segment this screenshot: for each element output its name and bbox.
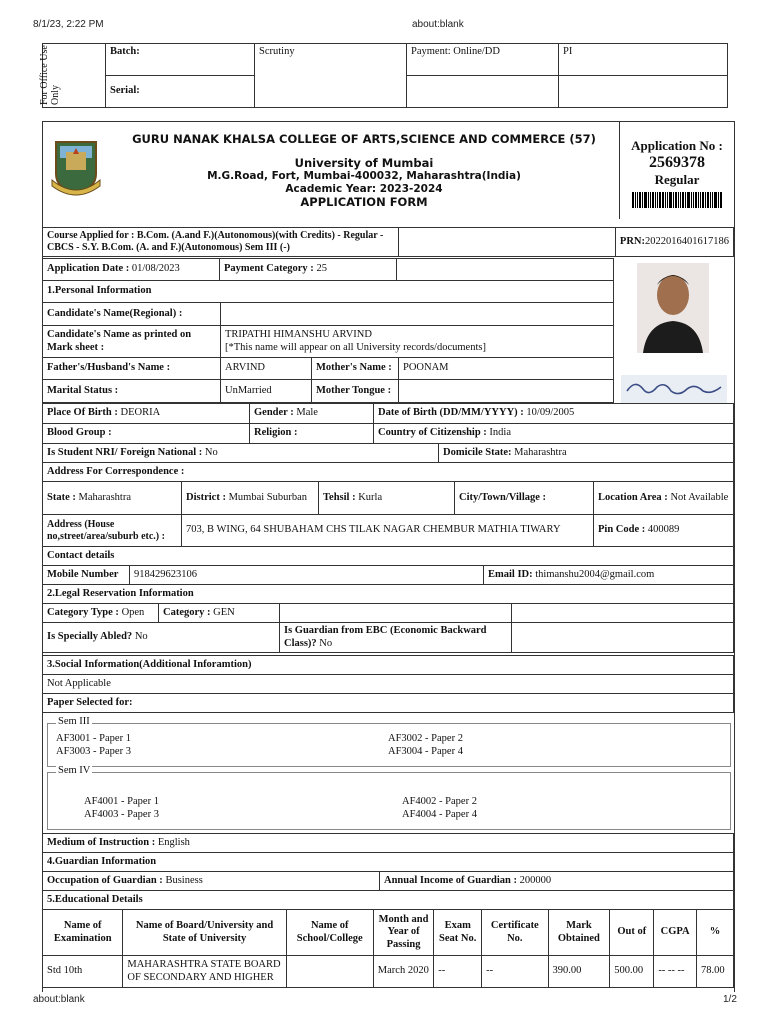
address-label: Address (House no,street/area/suburb etc.) :: [43, 515, 182, 547]
medium-table: [42, 833, 734, 910]
legal-table: [42, 603, 734, 653]
address-value: 703, B WING, 64 SHUBAHAM CHS TILAK NAGAR CHEMBUR MATHIA TIWARY: [182, 515, 594, 547]
ebc-value: No: [319, 637, 333, 649]
education-header-cell: %: [697, 910, 734, 956]
barcode-bar: [648, 192, 649, 208]
university-address: M.G.Road, Fort, Mumbai-400032, Maharashtra(India): [207, 170, 521, 182]
email-label: Email ID:: [488, 568, 533, 580]
gender-value: Male: [296, 407, 318, 419]
contact-section-title: Contact details: [43, 547, 734, 566]
barcode-bar: [678, 192, 679, 208]
barcode-bar: [720, 192, 722, 208]
pin-value: 400089: [647, 524, 680, 536]
barcode-bar: [685, 192, 686, 208]
tehsil-label: Tehsil :: [323, 491, 356, 503]
payment-category-label: Payment Category :: [224, 263, 314, 275]
abled-label: Is Specially Abled?: [47, 631, 133, 643]
education-cell: --: [482, 956, 548, 988]
barcode-bar: [667, 192, 668, 208]
city-label: City/Town/Village :: [455, 482, 594, 515]
sem4-paper-1: AF4001 - Paper 1: [84, 796, 159, 807]
state-value: Maharashtra: [78, 491, 131, 503]
dob-cell: [374, 404, 734, 424]
nri-table: [42, 443, 734, 482]
barcode-bar: [662, 192, 664, 208]
ebc-label: Is Guardian from EBC (Economic Backward Class)?: [284, 625, 487, 649]
sem3-paper-1: AF3001 - Paper 1: [56, 733, 131, 744]
district-cell: [182, 482, 319, 515]
barcode-bar: [710, 192, 711, 208]
barcode-bar: [659, 192, 661, 208]
domicile-value: Maharashtra: [514, 446, 567, 458]
education-header-cell: Month and Year of Passing: [373, 910, 433, 956]
district-value: Mumbai Suburban: [228, 491, 308, 503]
income-value: 200000: [519, 874, 552, 886]
medium-value: English: [157, 836, 190, 848]
education-header-cell: Name of Board/University and State of University: [123, 910, 286, 956]
legal-empty-1: [280, 604, 512, 623]
prn-cell: [615, 228, 733, 257]
state-label: State :: [47, 491, 76, 503]
course-label: Course Applied for :: [47, 230, 135, 241]
sem3-fieldset: [47, 716, 731, 767]
application-date-empty: [397, 259, 614, 281]
education-cell: --: [434, 956, 482, 988]
mobile-value: 918429623106: [130, 566, 484, 585]
district-label: District :: [186, 491, 226, 503]
category-cell: [159, 604, 280, 623]
payment-category-cell: [220, 259, 397, 281]
social-section-title: 3.Social Information(Additional Inforamtion): [43, 656, 734, 675]
domicile-label: Domicile State:: [443, 446, 512, 458]
barcode-bar: [669, 192, 672, 208]
name-marksheet-value: TRIPATHI HIMANSHU ARVIND: [225, 328, 372, 340]
office-use-label-only: Only: [50, 85, 61, 105]
ebc-cell: [280, 623, 512, 653]
sem3-paper-4: AF3004 - Paper 4: [388, 746, 463, 757]
dob-label: Date of Birth (DD/MM/YYYY) :: [378, 407, 524, 419]
citizenship-label: Country of Citizenship :: [378, 427, 487, 439]
application-no-box: [619, 121, 734, 219]
candidate-signature: [621, 375, 727, 403]
course-table: [42, 227, 734, 257]
education-header-row: [43, 910, 734, 956]
barcode-bar: [718, 192, 719, 208]
education-header-cell: Name of School/College: [286, 910, 373, 956]
education-header-cell: Name of Examination: [43, 910, 123, 956]
category-value: GEN: [213, 606, 235, 618]
education-cell: 390.00: [548, 956, 610, 988]
pin-label: Pin Code :: [598, 524, 646, 536]
barcode-bar: [680, 192, 681, 208]
barcode-bar: [642, 192, 643, 208]
education-header-cell: Certificate No.: [482, 910, 548, 956]
barcode-bar: [673, 192, 674, 208]
social-table: [42, 655, 734, 713]
sem4-paper-3: AF4003 - Paper 3: [84, 809, 159, 820]
table-row: [43, 956, 734, 988]
education-cell: MAHARASHTRA STATE BOARD OF SECONDARY AND HIGHER: [123, 956, 286, 988]
birthplace-cell: [43, 404, 250, 424]
nri-label: Is Student NRI/ Foreign National :: [47, 446, 203, 458]
citizenship-value: India: [489, 427, 511, 439]
candidate-photo: [637, 263, 709, 353]
category-type-label: Category Type :: [47, 606, 119, 618]
education-table: [42, 909, 734, 988]
education-header-cell: Exam Seat No.: [434, 910, 482, 956]
barcode-bar: [635, 192, 636, 208]
payment-empty-cell: [407, 76, 559, 108]
application-date: 01/08/2023: [131, 263, 180, 275]
abled-cell: [43, 623, 280, 653]
sem3-paper-2: AF3002 - Paper 2: [388, 733, 463, 744]
name-regional-value: [221, 303, 614, 326]
category-type-value: Open: [121, 606, 145, 618]
location-table: [42, 481, 734, 547]
education-section-title: 5.Educational Details: [43, 891, 734, 910]
contact-table: [42, 546, 734, 604]
sem3-legend: Sem III: [58, 716, 90, 727]
application-type: Regular: [654, 172, 700, 187]
barcode-bar: [687, 192, 690, 208]
print-datetime: 8/1/23, 2:22 PM: [33, 19, 104, 30]
sem3-paper-3: AF3003 - Paper 3: [56, 746, 131, 757]
domicile-cell: [439, 444, 734, 463]
barcode-bar: [637, 192, 638, 208]
application-date-cell: [43, 259, 220, 281]
gender-cell: [250, 404, 374, 424]
office-use-table: [39, 43, 728, 108]
education-cell: Std 10th: [43, 956, 123, 988]
guardian-section-title: 4.Guardian Information: [43, 853, 734, 872]
income-cell: [380, 872, 734, 891]
barcode-bar: [702, 192, 704, 208]
barcode-bar: [655, 192, 656, 208]
barcode-bar: [665, 192, 666, 208]
category-label: Category :: [163, 606, 211, 618]
medium-cell: [43, 834, 734, 853]
barcode-bar: [700, 192, 701, 208]
income-label: Annual Income of Guardian :: [384, 874, 518, 886]
blood-group-label: Blood Group :: [43, 424, 250, 444]
barcode-bar: [712, 192, 713, 208]
social-value: Not Applicable: [43, 675, 734, 694]
education-header-cell: Mark Obtained: [548, 910, 610, 956]
course-cell: [43, 228, 399, 257]
print-page-number: 1/2: [723, 994, 737, 1005]
form-title: APPLICATION FORM: [300, 195, 428, 209]
barcode-bar: [632, 192, 634, 208]
birthplace-label: Place Of Birth :: [47, 407, 118, 419]
education-header-cell: Out of: [610, 910, 654, 956]
barcode-bar: [650, 192, 651, 208]
education-cell: 78.00: [697, 956, 734, 988]
religion-label: Religion :: [250, 424, 374, 444]
barcode-bar: [639, 192, 641, 208]
course-empty-cell: [398, 228, 615, 257]
gender-label: Gender :: [254, 407, 294, 419]
prn-label: PRN:: [619, 235, 645, 247]
payment-mode-label: Payment: Online/DD: [407, 44, 559, 76]
nri-cell: [43, 444, 439, 463]
college-name: GURU NANAK KHALSA COLLEGE OF ARTS,SCIENCE AND COMMERCE (57): [132, 132, 596, 146]
birthplace-value: DEORIA: [120, 407, 161, 419]
barcode-bar: [657, 192, 658, 208]
personal-section-title: 1.Personal Information: [43, 281, 614, 303]
barcode-bar: [714, 192, 717, 208]
education-cell: [286, 956, 373, 988]
papers-section-title: Paper Selected for:: [43, 694, 734, 713]
marital-status-value: UnMarried: [221, 380, 312, 403]
name-regional-label: Candidate's Name(Regional) :: [43, 303, 221, 326]
barcode-bar: [652, 192, 654, 208]
dob-value: 10/09/2005: [526, 407, 575, 419]
citizenship-cell: [374, 424, 734, 444]
name-marksheet-label: Candidate's Name as printed on Mark sheet :: [43, 326, 221, 358]
name-marksheet-cell: [221, 326, 614, 358]
barcode-bar: [707, 192, 709, 208]
scrutiny-label: Scrutiny: [255, 44, 407, 108]
email-value: thimanshu2004@gmail.com: [535, 568, 655, 580]
academic-year: Academic Year: 2023-2024: [285, 183, 443, 195]
address-section-title: Address For Correspondence :: [43, 463, 734, 482]
location-cell: [594, 482, 734, 515]
barcode-bar: [675, 192, 677, 208]
course-value: B.Com. (A.and F.)(Autonomous)(with Credits) - Regular - CBCS - S.Y. B.Com. (A. and F.)(Autonomous) Sem III (-): [47, 230, 384, 253]
application-no: 2569378: [649, 154, 705, 171]
occupation-value: Business: [165, 874, 203, 886]
legal-section-title: 2.Legal Reservation Information: [43, 585, 734, 604]
education-cell: -- -- --: [654, 956, 697, 988]
marital-status-label: Marital Status :: [43, 380, 221, 403]
application-no-label: Application No :: [631, 138, 723, 153]
occupation-cell: [43, 872, 380, 891]
mother-name-value: POONAM: [399, 358, 614, 380]
print-title: about:blank: [412, 19, 464, 30]
legal-empty-3: [512, 623, 734, 653]
prn-value: 2022016401617186: [645, 235, 729, 247]
mother-tongue-value: [399, 380, 614, 403]
state-cell: [43, 482, 182, 515]
barcode-icon: [632, 192, 734, 208]
office-use-label-cell: [39, 44, 106, 108]
payment-category: 25: [316, 263, 327, 275]
office-use-label: For Office Use: [39, 45, 50, 105]
category-type-cell: [43, 604, 159, 623]
tehsil-cell: [319, 482, 455, 515]
nri-value: No: [204, 446, 218, 458]
sem4-legend: Sem IV: [58, 765, 91, 776]
barcode-bar: [705, 192, 706, 208]
name-note: [*This name will appear on all University records/documents]: [225, 341, 486, 353]
education-header-cell: CGPA: [654, 910, 697, 956]
birth-table: [42, 403, 734, 444]
barcode-bar: [698, 192, 699, 208]
location-value: Not Available: [670, 491, 729, 503]
barcode-bar: [644, 192, 647, 208]
pi-label: PI: [559, 44, 728, 76]
barcode-bar: [691, 192, 692, 208]
mobile-label: Mobile Number: [43, 566, 130, 585]
serial-label: Serial:: [106, 76, 255, 108]
mother-name-label: Mother's Name :: [312, 358, 399, 380]
education-cell: 500.00: [610, 956, 654, 988]
medium-label: Medium of Instruction :: [47, 836, 156, 848]
university-logo-icon: [48, 138, 104, 200]
abled-value: No: [134, 631, 148, 643]
occupation-label: Occupation of Guardian :: [47, 874, 163, 886]
sem4-paper-4: AF4004 - Paper 4: [402, 809, 477, 820]
tehsil-value: Kurla: [358, 491, 383, 503]
mother-tongue-label: Mother Tongue :: [312, 380, 399, 403]
barcode-bar: [695, 192, 697, 208]
print-footer-url: about:blank: [33, 994, 85, 1005]
pin-cell: [594, 515, 734, 547]
university-name: University of Mumbai: [294, 156, 434, 170]
personal-info-table: [42, 302, 614, 403]
father-name-value: ARVIND: [221, 358, 312, 380]
education-cell: March 2020: [373, 956, 433, 988]
sem4-fieldset: [47, 765, 731, 830]
application-date-label: Application Date :: [47, 263, 130, 275]
email-cell: [484, 566, 734, 585]
pi-empty-cell: [559, 76, 728, 108]
barcode-bar: [693, 192, 694, 208]
batch-label: Batch:: [106, 44, 255, 76]
father-name-label: Father's/Husband's Name :: [43, 358, 221, 380]
sem4-paper-2: AF4002 - Paper 2: [402, 796, 477, 807]
location-label: Location Area :: [598, 491, 668, 503]
application-date-table: [42, 258, 614, 303]
barcode-bar: [682, 192, 684, 208]
legal-empty-2: [512, 604, 734, 623]
